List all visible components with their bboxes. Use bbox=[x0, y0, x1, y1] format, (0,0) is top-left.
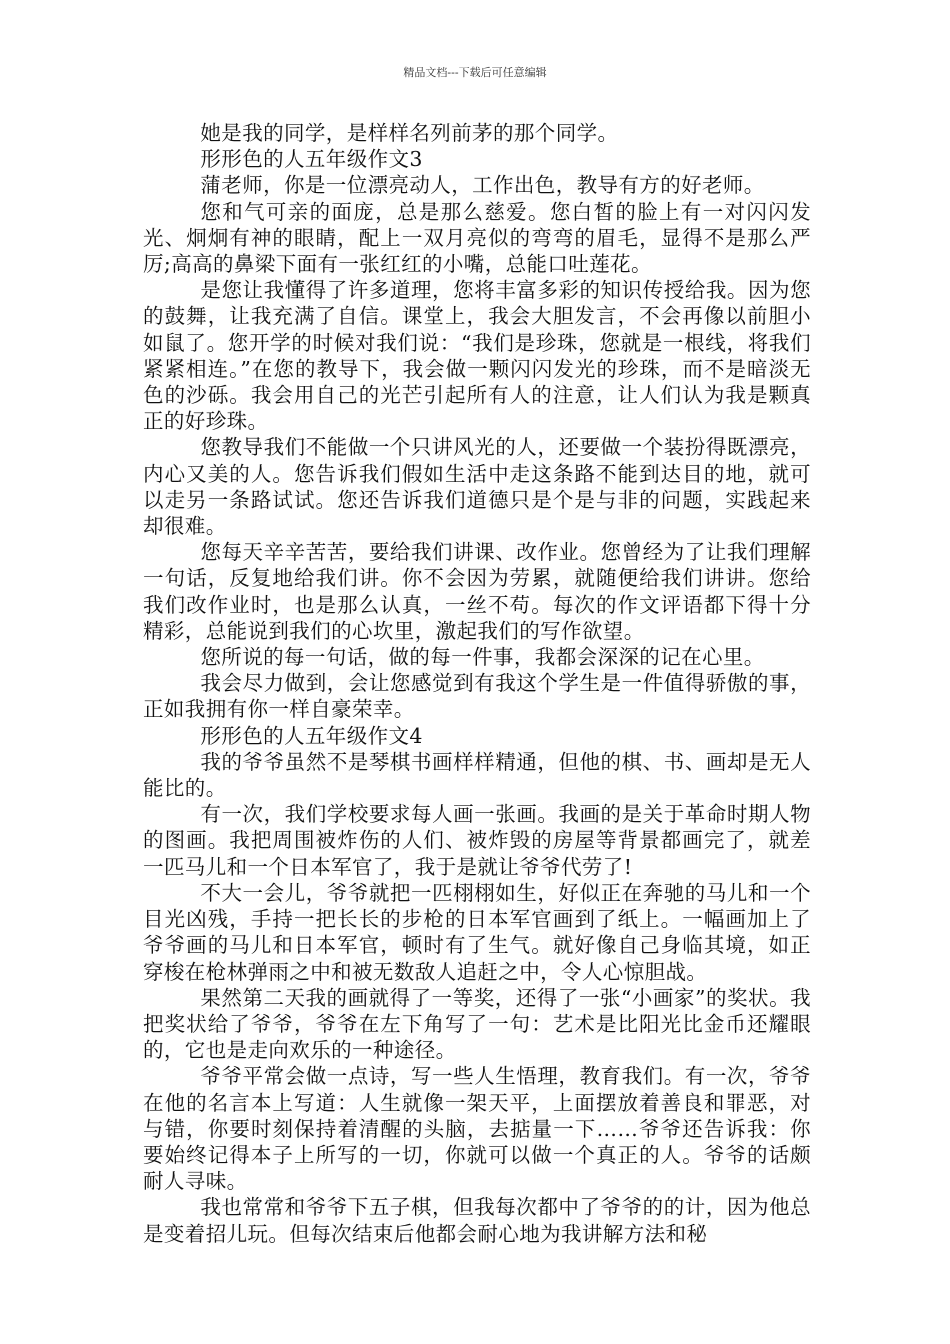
paragraph: 不大一会儿，爷爷就把一匹栩栩如生，好似正在奔驰的马儿和一个目光凶残，手持一把长长的步枪的日本军官画到了纸上。一幅画加上了爷爷画的马儿和日本军官，顿时有了生气。就好像自己身临其境，如正穿梭在枪林弹雨之中和被无数敌人追赶之中，令人心惊胆战。 bbox=[143, 880, 811, 984]
paragraph: 爷爷平常会做一点诗，写一些人生悟理，教育我们。有一次，爷爷在他的名言本上写道：人生就像一架天平，上面摆放着善良和罪恶，对与错，你要时刻保持着清醒的头脑，去掂量一下……爷爷还告诉我：你要始终记得本子上所写的一切，你就可以做一个真正的人。爷爷的话颇耐人寻味。 bbox=[143, 1064, 811, 1194]
paragraph: 我也常常和爷爷下五子棋，但我每次都中了爷爷的的计，因为他总是变着招儿玩。但每次结束后他都会耐心地为我讲解方法和秘 bbox=[143, 1195, 811, 1246]
paragraph: 您和气可亲的面庞，总是那么慈爱。您白皙的脸上有一对闪闪发光、炯炯有神的眼睛，配上一双月亮似的弯弯的眉毛，显得不是那么严厉;高高的鼻梁下面有一张红红的小嘴，总能口吐莲花。 bbox=[143, 199, 811, 277]
section-heading: 形形色的人五年级作文4 bbox=[200, 723, 423, 748]
paragraph: 蒲老师，你是一位漂亮动人，工作出色，教导有方的好老师。 bbox=[200, 173, 765, 198]
section-heading: 形形色的人五年级作文3 bbox=[200, 147, 423, 172]
document-body bbox=[143, 120, 811, 1247]
paragraph: 有一次，我们学校要求每人画一张画。我画的是关于革命时期人物的图画。我把周围被炸伤的人们、被炸毁的房屋等背景都画完了，就差一匹马儿和一个日本军官了，我于是就让爷爷代劳了! bbox=[143, 802, 811, 879]
paragraph: 我会尽力做到，会让您感觉到有我这个学生是一件值得骄傲的事，正如我拥有你一样自豪荣幸。 bbox=[143, 671, 811, 722]
paragraph: 果然第二天我的画就得了一等奖，还得了一张“小画家”的奖状。我把奖状给了爷爷，爷爷在左下角写了一句：艺术是比阳光比金币还耀眼的，它也是走向欢乐的一种途径。 bbox=[143, 985, 811, 1063]
paragraph: 她是我的同学，是样样名列前茅的那个同学。 bbox=[200, 121, 619, 145]
page-header: 精品文档---下载后可任意编辑 bbox=[403, 66, 547, 79]
paragraph: 是您让我懂得了许多道理，您将丰富多彩的知识传授给我。因为您的鼓舞，让我充满了自信。课堂上，我会大胆发言，不会再像以前胆小如鼠了。您开学的时候对我们说：“我们是珍珠，您就是一根线，将我们紧紧相连。”在您的教导下，我会做一颗闪闪发光的珍珠，而不是暗淡无色的沙砾。我会用自己的光芒引起所有人的注意，让人们认为我是颗真正的好珍珠。 bbox=[143, 278, 811, 434]
paragraph: 您教导我们不能做一个只讲风光的人，还要做一个装扮得既漂亮，内心又美的人。您告诉我们假如生活中走这条路不能到达目的地，就可以走另一条路试试。您还告诉我们道德只是个是与非的问题，实践起来却很难。 bbox=[143, 435, 811, 539]
paragraph: 您每天辛辛苦苦，要给我们讲课、改作业。您曾经为了让我们理解一句话，反复地给我们讲。你不会因为劳累，就随便给我们讲讲。您给我们改作业时，也是那么认真，一丝不苟。每次的作文评语都下得十分精彩，总能说到我们的心坎里，激起我们的写作欲望。 bbox=[143, 540, 811, 643]
paragraph: 您所说的每一句话，做的每一件事，我都会深深的记在心里。 bbox=[200, 645, 765, 670]
paragraph: 我的爷爷虽然不是琴棋书画样样精通，但他的棋、书、画却是无人能比的。 bbox=[143, 749, 811, 801]
